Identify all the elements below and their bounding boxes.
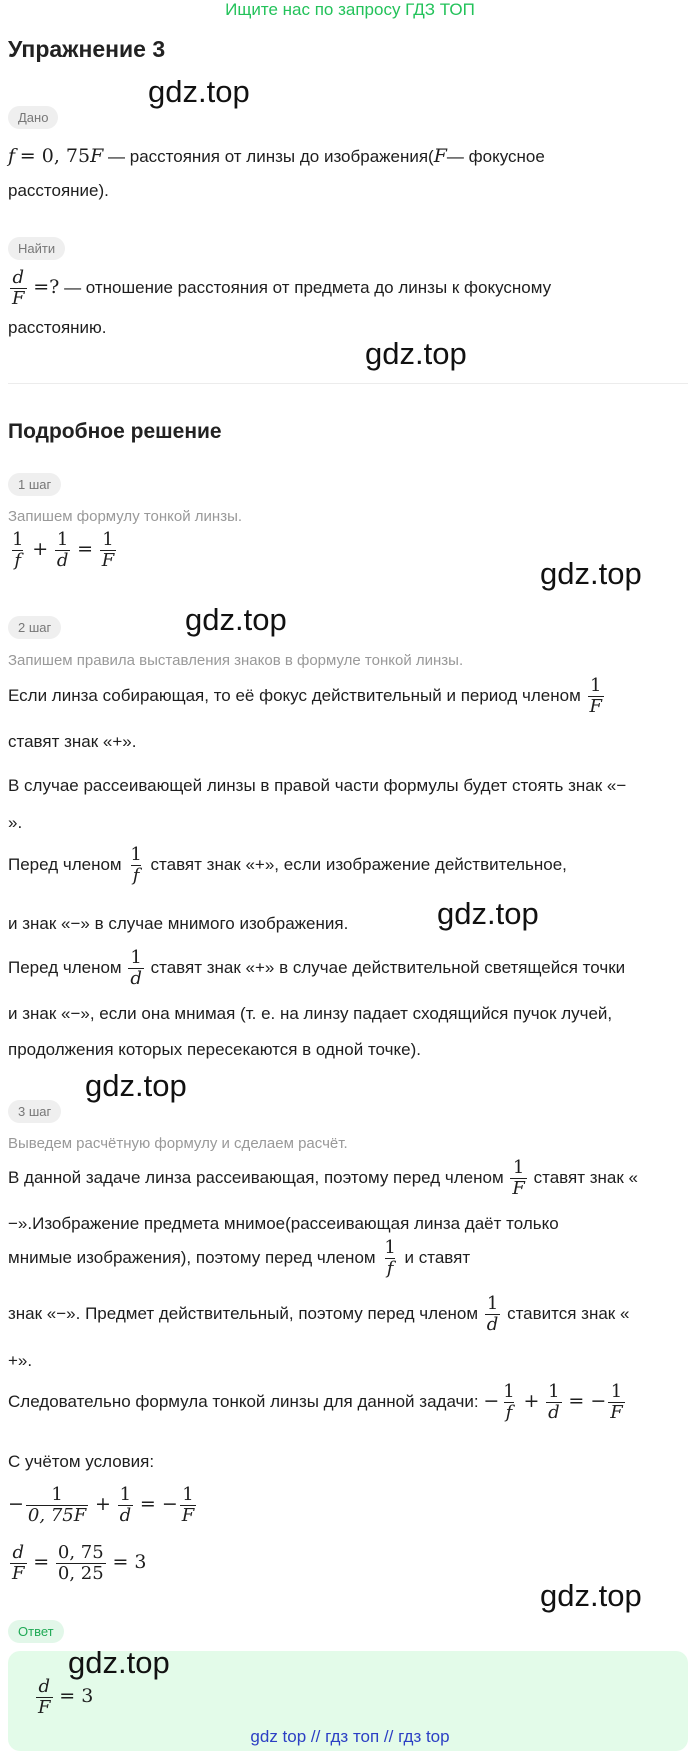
calc-1-cont-2: мнимые изображения), поэтому перед членом $\frac{1}{f}$ и ставят — [8, 1237, 471, 1279]
calc-1: В данной задаче линза рассеивающая, поэтому перед членом $\frac{1}{F}$ ставят знак « — [8, 1157, 638, 1199]
rule-4: Перед членом $\frac{1}{d}$ ставят знак «+» в случае действительной светящейся точки — [8, 947, 626, 989]
calc-2-cont: +». — [8, 1351, 33, 1370]
rule-4-cont-1: и знак «−», если она мнимая (т. е. на линзу падает сходящийся пучок лучей, — [8, 1004, 613, 1023]
find-badge: Найти — [8, 237, 65, 260]
given-line-2: расстояние). — [8, 181, 109, 200]
answer-badge: Ответ — [8, 1620, 64, 1643]
calc-3: Следовательно формула тонкой линзы для данной задачи: − $\frac{1}{f}$ + $\frac{1}{d}$ = − $\frac{1}{F}$ — [8, 1381, 623, 1423]
watermark: gdz.top — [540, 556, 642, 591]
step3-hint: Выведем расчётную формулу и сделаем расчёт. — [8, 1135, 348, 1152]
rule-1: Если линза собирающая, то её фокус действительный и период членом $\frac{1}{F}$ — [8, 675, 603, 717]
watermark: gdz.top — [365, 336, 467, 371]
rule-3: Перед членом $\frac{1}{f}$ ставят знак «+», если изображение действительное, — [8, 844, 567, 886]
top-banner[interactable]: Ищите нас по запросу ГДЗ ТОП — [225, 0, 475, 19]
step1-hint: Запишем формулу тонкой линзы. — [8, 508, 243, 525]
calc-1-cont: −».Изображение предмета мнимое(рассеивающая линза даёт только — [8, 1214, 559, 1233]
watermark: gdz.top — [148, 74, 250, 109]
answer-formula: $\frac{d}{F}$ = 3 — [38, 1676, 94, 1718]
find-line-2: расстоянию. — [8, 318, 107, 337]
divider — [8, 383, 688, 384]
watermark: gdz.top — [185, 602, 287, 637]
rule-3-cont: и знак «−» в случае мнимого изображения. — [8, 914, 349, 933]
calc-2: знак «−». Предмет действительный, поэтому перед членом $\frac{1}{d}$ ставится знак « — [8, 1293, 630, 1335]
find-line-1: $\frac{d}{F}$ =? — отношение расстояния от предмета до линзы к фокусному — [12, 267, 552, 309]
rule-4-cont-2: продолжения которых пересекаются в одной точке). — [8, 1040, 421, 1059]
rule-2: В случае рассеивающей линзы в правой части формулы будет стоять знак «− — [8, 776, 627, 795]
watermark: gdz.top — [68, 1645, 170, 1680]
step3-badge: 3 шаг — [8, 1100, 61, 1123]
step1-badge: 1 шаг — [8, 473, 61, 496]
calc-5: − $\frac{1}{0, 75F}$ + $\frac{1}{d}$ = − $\frac{1}{F}$ — [8, 1484, 195, 1526]
watermark: gdz.top — [540, 1578, 642, 1613]
fraction-d-over-F: $\frac{d}{F}$ — [12, 267, 25, 309]
calc-6: $\frac{d}{F}$ = $\frac{0, 75}{0, 25}$ = 3 — [12, 1542, 147, 1584]
page-title: Упражнение 3 — [8, 36, 166, 62]
watermark: gdz.top — [437, 896, 539, 931]
watermark: gdz.top — [85, 1068, 187, 1103]
footer-links[interactable]: gdz top // гдз топ // гдз top — [250, 1727, 450, 1746]
rule-1-cont: ставят знак «+». — [8, 732, 137, 751]
solution-title: Подробное решение — [8, 420, 222, 443]
given-line-1: f = 0, 75F — расстояния от линзы до изображения(F— фокусное — [8, 145, 545, 167]
thin-lens-formula: $\frac{1}{f}$ + $\frac{1}{d}$ = $\frac{1}{F}$ — [12, 529, 115, 571]
step2-badge: 2 шаг — [8, 616, 61, 639]
rule-2-cont: ». — [8, 813, 23, 832]
step2-hint: Запишем правила выставления знаков в формуле тонкой линзы. — [8, 652, 464, 669]
calc-4: С учётом условия: — [8, 1452, 155, 1471]
given-badge: Дано — [8, 106, 58, 129]
